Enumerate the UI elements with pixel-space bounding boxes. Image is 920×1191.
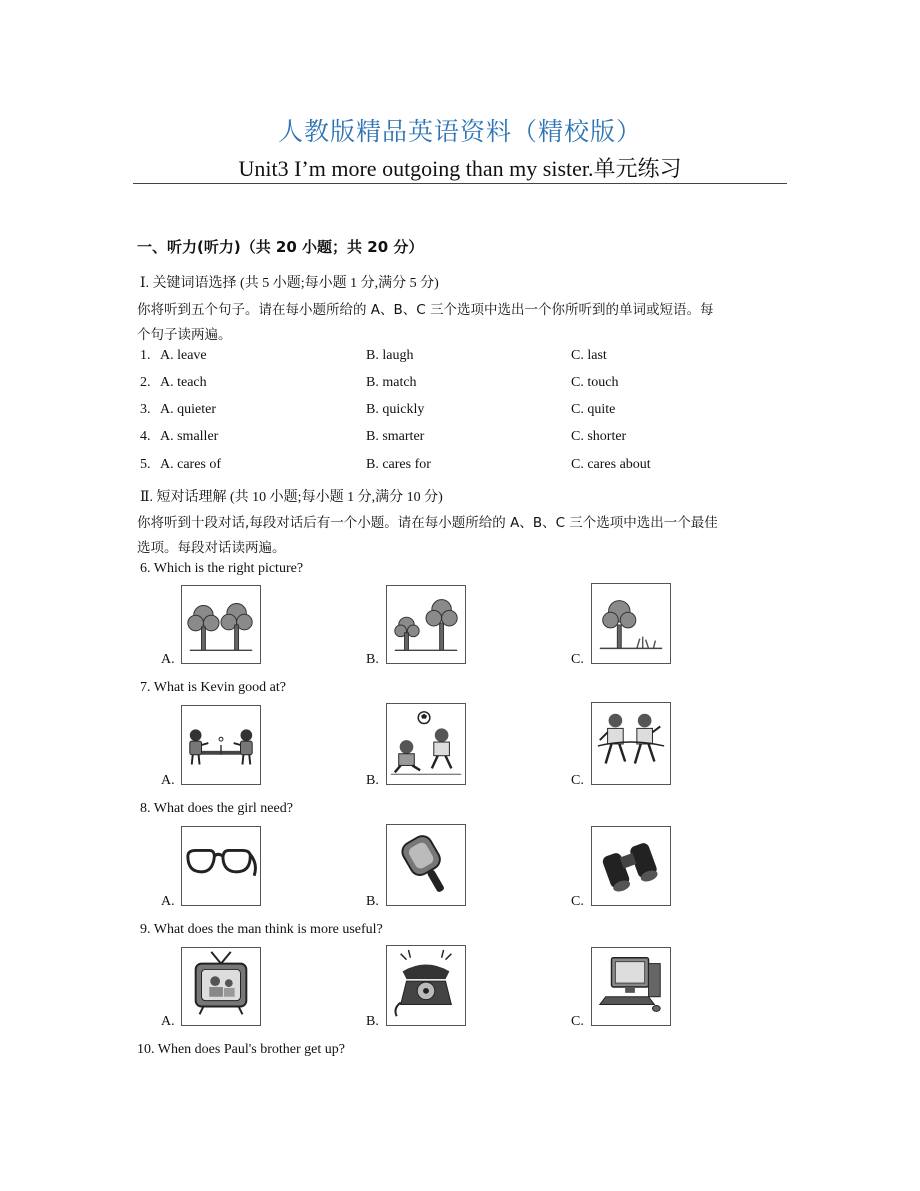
glasses-icon[interactable] (181, 826, 261, 906)
part2-instruction-line2: 选项。每段对话读两遍。 (137, 540, 286, 556)
question-number: 2. (140, 375, 151, 390)
choice-b-label: B. (366, 894, 379, 909)
hand-mirror-icon[interactable] (386, 824, 466, 906)
section-heading: 一、听力(听力)（共 20 小题；共 20 分） (137, 238, 424, 256)
television-icon[interactable] (181, 947, 261, 1026)
part1-heading: Ⅰ. 关键词语选择 (共 5 小题;每小题 1 分,满分 5 分) (140, 276, 439, 291)
choice-a-label: A. (161, 652, 175, 667)
option-a: A. cares of (160, 457, 222, 472)
question-number: 3. (140, 402, 151, 417)
unit-subtitle: Unit3 I’m more outgoing than my sister.单元练习 (238, 156, 682, 181)
choice-c-label: C. (571, 773, 584, 788)
option-b: B. smarter (366, 429, 425, 444)
option-c: C. quite (571, 402, 616, 417)
question-number: 4. (140, 429, 151, 444)
telephone-icon[interactable] (386, 945, 466, 1026)
option-b: B. quickly (366, 402, 425, 417)
option-b: B. match (366, 375, 417, 390)
choice-c-label: C. (571, 894, 584, 909)
choice-c-label: C. (571, 652, 584, 667)
choice-a-label: A. (161, 1014, 175, 1029)
option-c: C. cares about (571, 457, 651, 472)
option-a: A. smaller (160, 429, 219, 444)
option-a: A. leave (160, 348, 207, 363)
part1-instruction-line2: 个句子读两遍。 (137, 327, 232, 343)
question-number: 1. (140, 348, 151, 363)
choice-a-label: A. (161, 773, 175, 788)
question-9-text: 9. What does the man think is more useful? (140, 922, 383, 937)
title-divider (133, 183, 787, 184)
two-trees-icon[interactable] (181, 585, 261, 664)
page-title: 人教版精品英语资料（精校版） (277, 117, 642, 146)
option-c: C. touch (571, 375, 619, 390)
binoculars-icon[interactable] (591, 826, 671, 906)
part1-instruction-line1: 你将听到五个句子。请在每小题所给的 A、B、C 三个选项中选出一个你所听到的单词或短语。每 (137, 302, 714, 318)
option-c: C. shorter (571, 429, 627, 444)
question-10-text: 10. When does Paul's brother get up? (137, 1042, 345, 1057)
question-7-text: 7. What is Kevin good at? (140, 680, 286, 695)
question-6-text: 6. Which is the right picture? (140, 561, 304, 576)
part2-heading: Ⅱ. 短对话理解 (共 10 小题;每小题 1 分,满分 10 分) (140, 490, 443, 505)
choice-a-label: A. (161, 894, 175, 909)
option-b: B. cares for (366, 457, 431, 472)
two-trees-icon[interactable] (386, 585, 466, 664)
option-c: C. last (571, 348, 607, 363)
ping-pong-players-icon[interactable] (181, 705, 261, 785)
option-a: A. quieter (160, 402, 216, 417)
question-8-text: 8. What does the girl need? (140, 801, 293, 816)
option-b: B. laugh (366, 348, 414, 363)
part2-instruction-line1: 你将听到十段对话,每段对话后有一个小题。请在每小题所给的 A、B、C 三个选项中选出一个最佳 (137, 515, 718, 531)
question-number: 5. (140, 457, 151, 472)
option-a: A. teach (160, 375, 207, 390)
tree-and-grass-icon[interactable] (591, 583, 671, 664)
choice-b-label: B. (366, 773, 379, 788)
soccer-players-icon[interactable] (386, 703, 466, 785)
runners-finish-icon[interactable] (591, 702, 671, 785)
choice-c-label: C. (571, 1014, 584, 1029)
choice-b-label: B. (366, 1014, 379, 1029)
computer-icon[interactable] (591, 947, 671, 1026)
choice-b-label: B. (366, 652, 379, 667)
